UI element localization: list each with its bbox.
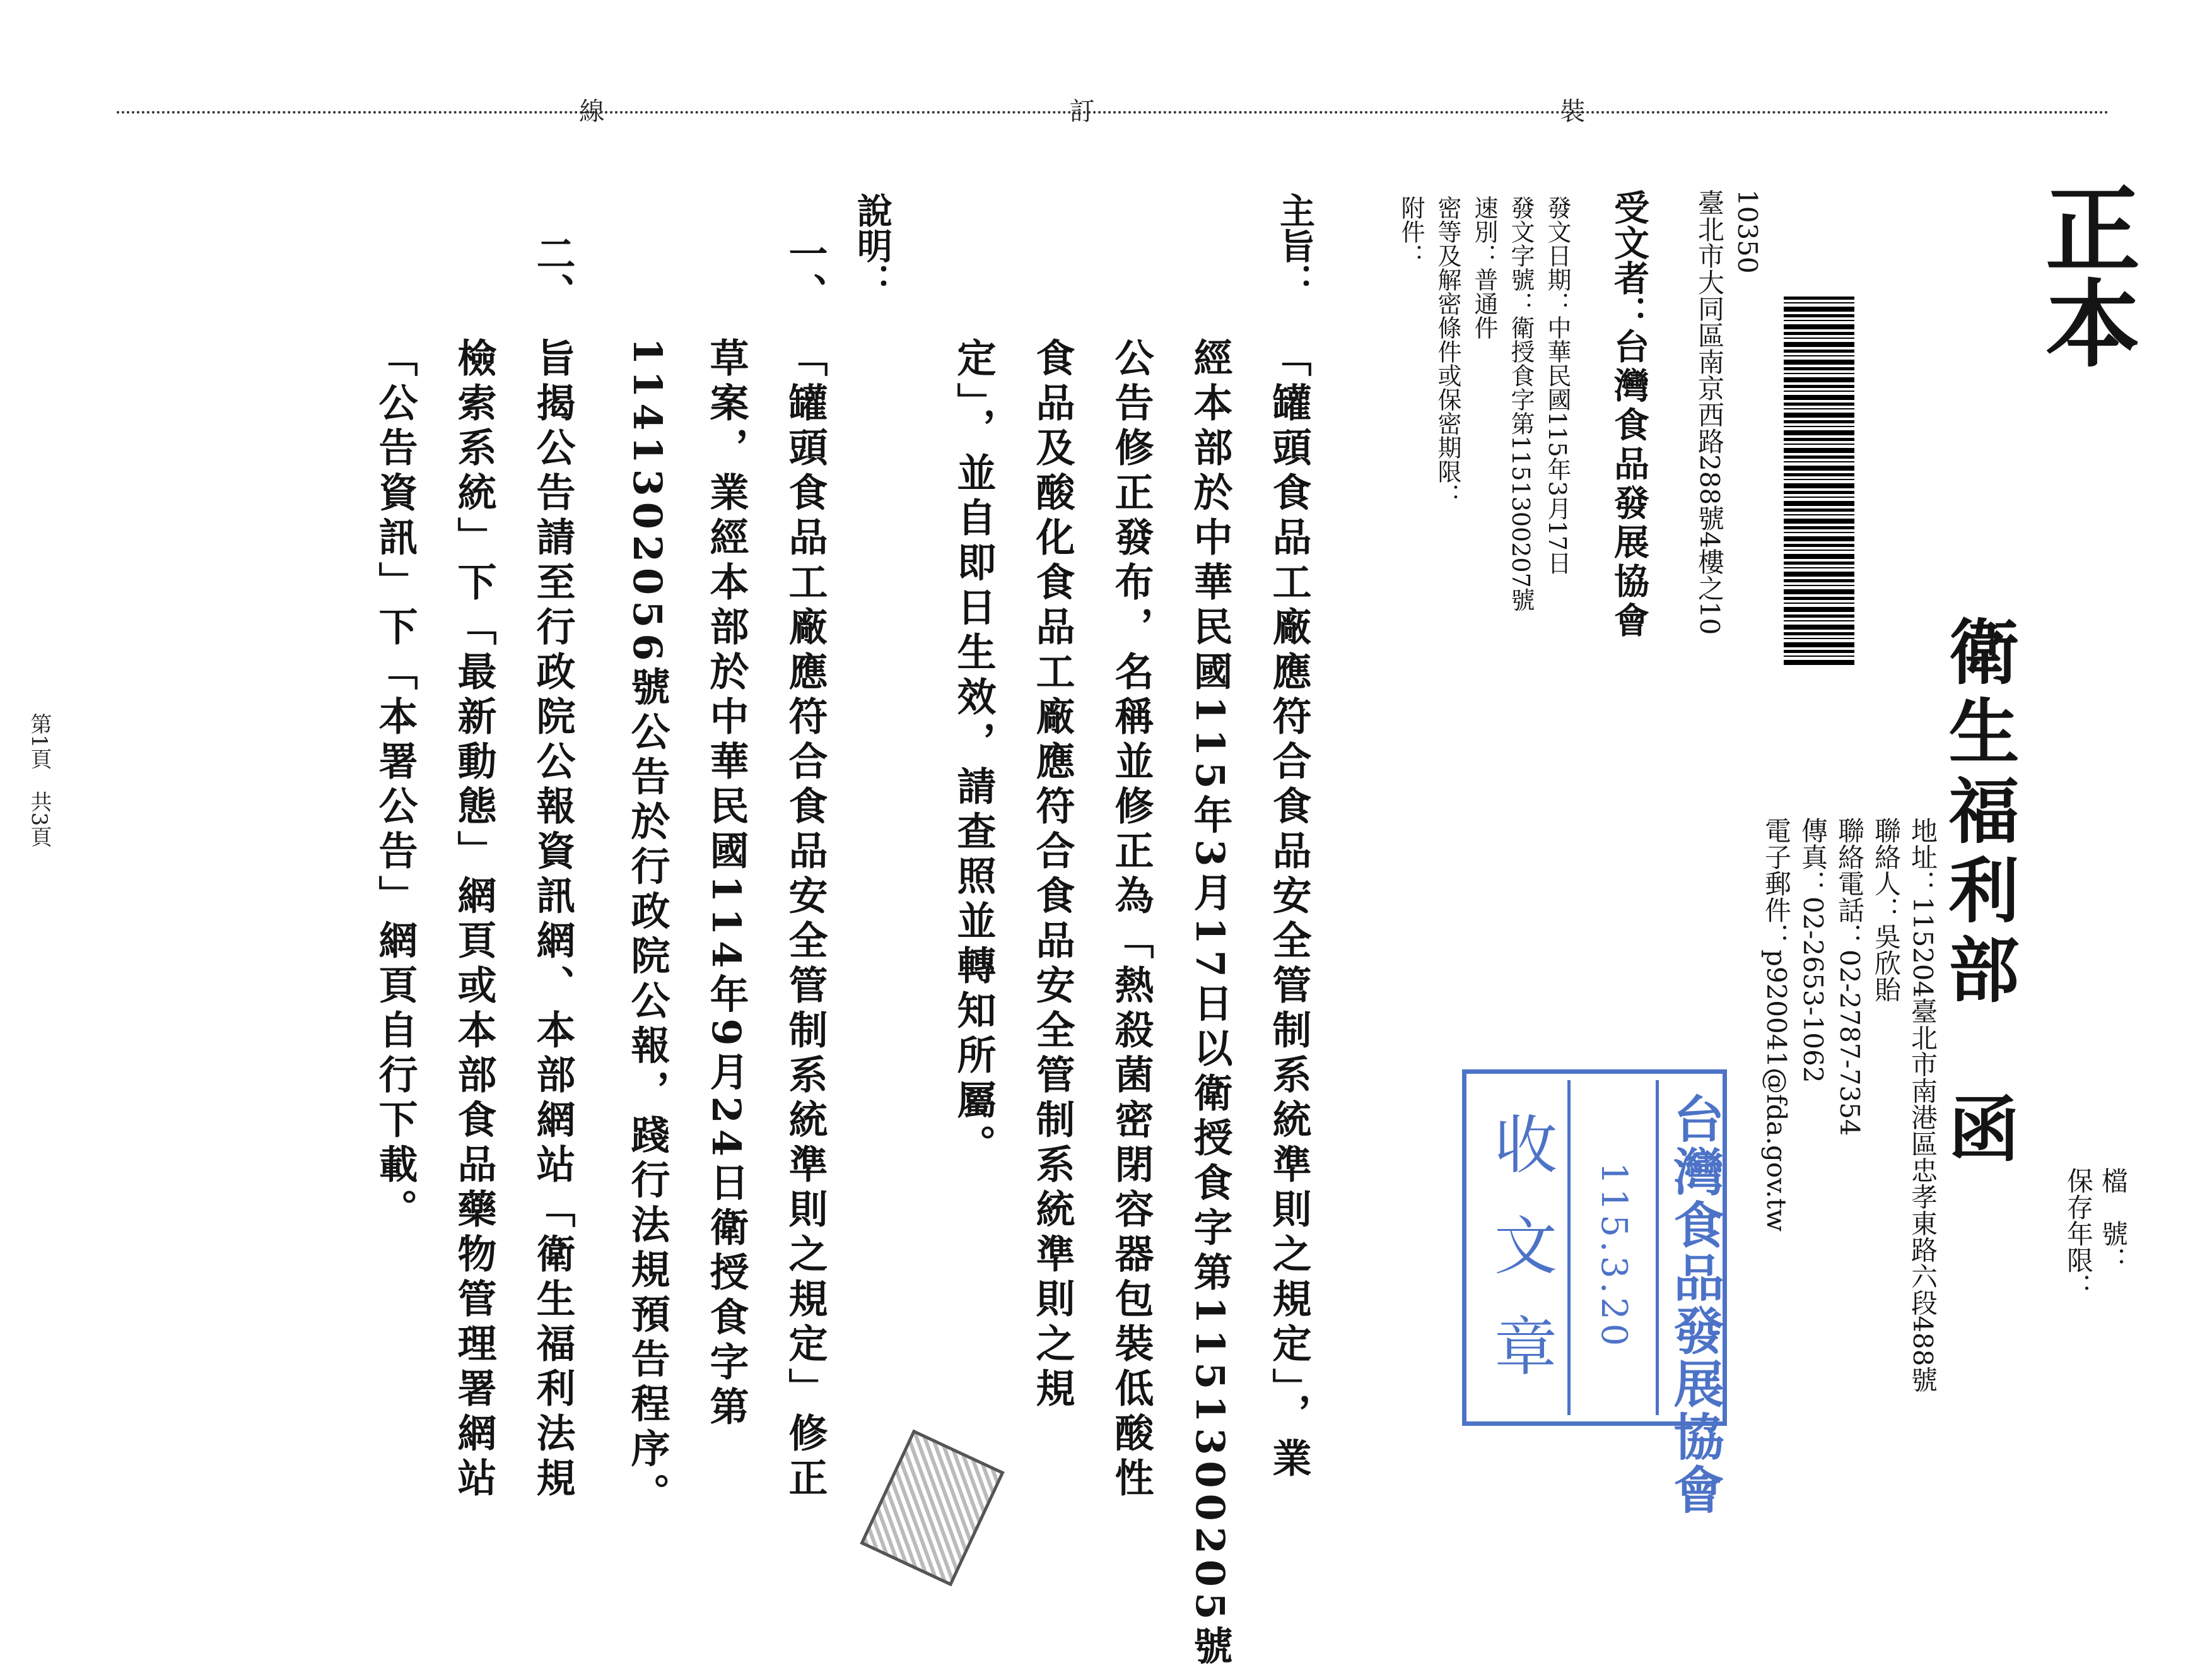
mailing-postal-code: 10350 — [1732, 189, 1763, 274]
contact-address: 地址：115204臺北市南港區忠孝東路六段488號 — [1907, 817, 1938, 1393]
retention-label: 保存年限： — [2063, 1167, 2094, 1300]
delivery-speed: 速別：普通件 — [1470, 196, 1498, 339]
classification: 密等及解密條件或保密期限： — [1434, 196, 1461, 507]
org-title: 衛生福利部 函 — [1937, 615, 2020, 1172]
issue-date: 發文日期：中華民國115年3月17日 — [1543, 196, 1571, 575]
item-line: 「罐頭食品工廠應符合食品安全管制系統準則之規定」修正 — [782, 338, 828, 1502]
item-line: 旨揭公告請至行政院公報資訊網、本部網站「衛生福利法規 — [530, 338, 576, 1502]
binding-mark-ding: 訂 — [1065, 98, 1094, 123]
contact-fax: 傳真：02-2653-1062 — [1798, 817, 1829, 1083]
recipient-label: 受文者： — [1608, 189, 1650, 331]
subject-line: 食品及酸化食品工廠應符合食品安全管制系統準則之規 — [1029, 338, 1075, 1413]
contact-email: 電子郵件：p920041@fda.gov.tw — [1761, 817, 1792, 1232]
explanation-label: 說明： — [851, 192, 893, 298]
item-number: 一、 — [782, 233, 828, 312]
item-line: 檢索系統」下「最新動態」網頁或本部食品藥物管理署網站 — [451, 338, 497, 1502]
item-line: 「公告資訊」下「本署公告」網頁自行下載。 — [372, 338, 418, 1233]
file-no-label: 檔 號： — [2098, 1167, 2129, 1273]
subject-label: 主旨： — [1274, 192, 1316, 298]
stamp-received: 收文章 — [1483, 1112, 1557, 1414]
subject-line: 「罐頭食品工廠應符合食品安全管制系統準則之規定」，業 — [1266, 338, 1312, 1483]
received-stamp — [1462, 1069, 1727, 1517]
binding-dotted-line — [117, 111, 2110, 114]
subject-line: 經本部於中華民國115年3月17日以衛授食字第1151300205號 — [1187, 338, 1233, 1670]
document-number: 發文字號：衛授食字第1151300207號 — [1507, 196, 1535, 612]
stamp-divider — [1656, 1080, 1659, 1415]
contact-phone: 聯絡電話：02-2787-7354 — [1834, 817, 1865, 1136]
subject-line: 定」，並自即日生效，請查照並轉知所屬。 — [951, 338, 997, 1169]
seal-stamp — [860, 1430, 1005, 1587]
attachment: 附件： — [1397, 196, 1425, 268]
binding-mark-xian: 線 — [575, 98, 604, 123]
stamp-divider — [1567, 1080, 1571, 1415]
page-number: 第1頁 共3頁 — [26, 713, 52, 848]
binding-mark-zhuang: 裝 — [1556, 98, 1585, 123]
barcode — [1784, 297, 1854, 666]
recipient-name: 台灣食品發展協會 — [1608, 328, 1650, 641]
item-number: 二、 — [530, 233, 576, 312]
contact-person: 聯絡人：吳欣貽 — [1871, 817, 1902, 1003]
copy-mark: 正本 — [2029, 180, 2140, 369]
stamp-org: 台灣食品發展協會 — [1665, 1093, 1724, 1517]
item-line: 1141302056號公告於行政院公報，踐行法規預告程序。 — [624, 338, 670, 1518]
stamp-date: 115.3.20 — [1593, 1162, 1634, 1350]
mailing-address: 臺北市大同區南京西路288號4樓之10 — [1694, 189, 1725, 635]
subject-line: 公告修正發布，名稱並修正為「熱殺菌密閉容器包裝低酸性 — [1108, 338, 1154, 1502]
item-line: 草案，業經本部於中華民國114年9月24日衛授食字第 — [703, 338, 749, 1431]
